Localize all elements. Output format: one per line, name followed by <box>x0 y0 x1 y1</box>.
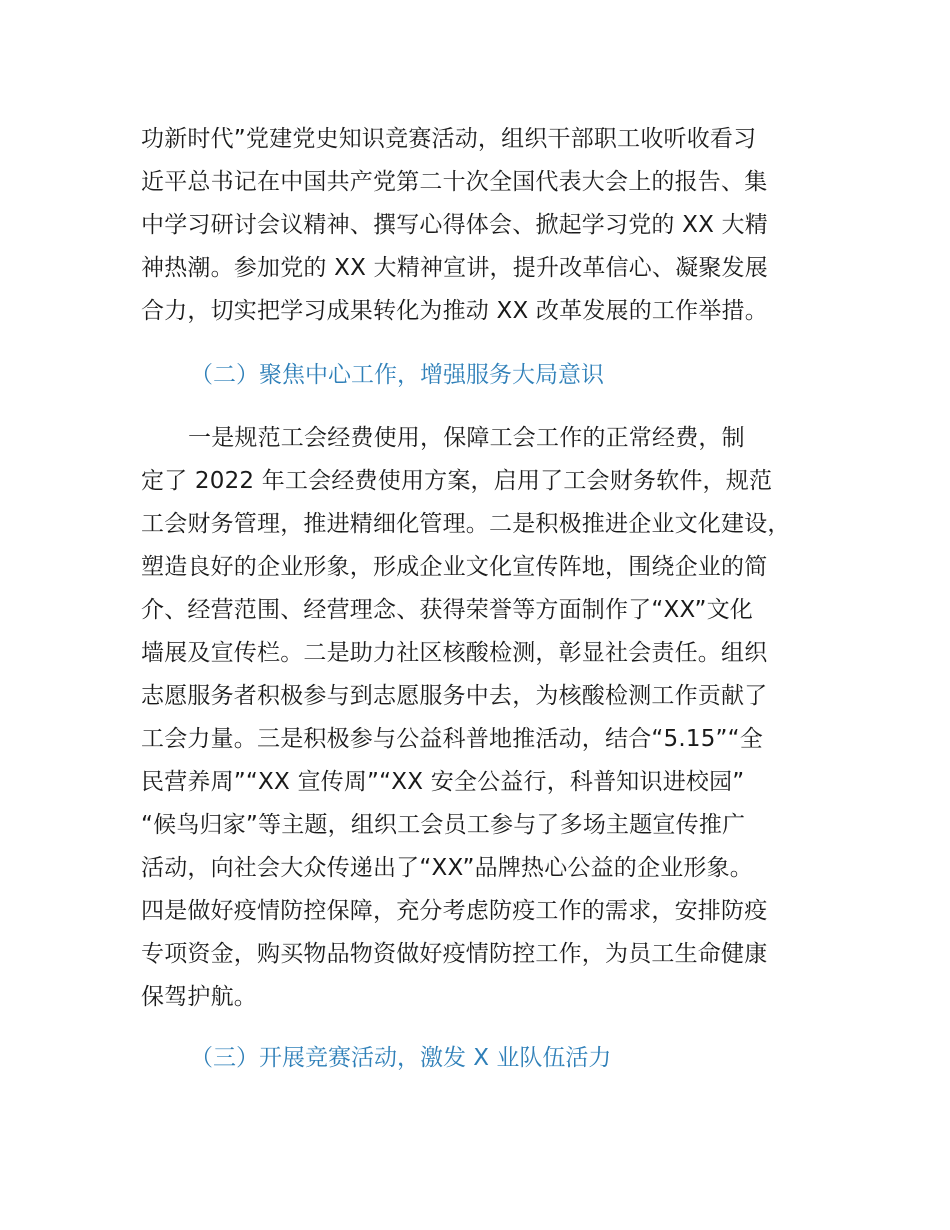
paragraph-1 <box>141 118 841 333</box>
paragraph-line: 活动，向社会大众传递出了“XX”品牌热心公益的企业形象。 <box>141 855 754 881</box>
paragraph-line: 四是做好疫情防控保障，充分考虑防疫工作的需求，安排防疫 <box>141 898 768 924</box>
paragraph-line: 近平总书记在中国共产党第二十次全国代表大会上的报告、集 <box>141 169 768 195</box>
paragraph-line: 保驾护航。 <box>141 984 257 1010</box>
paragraph-2 <box>141 417 841 1019</box>
paragraph-line: 功新时代”党建党史知识竞赛活动，组织干部职工收听收看习 <box>141 126 757 152</box>
paragraph-line: 中学习研讨会议精神、撰写心得体会、掀起学习党的 XX 大精 <box>141 212 768 238</box>
paragraph-line: “候鸟归家”等主题，组织工会员工参与了多场主题宣传推广 <box>141 812 746 838</box>
paragraph-line: 合力，切实把学习成果转化为推动 XX 改革发展的工作举措。 <box>141 298 768 324</box>
section-heading-3: （三）开展竞赛活动，激发 X 业队伍活力 <box>190 1045 612 1071</box>
paragraph-line: 墙展及宣传栏。二是助力社区核酸检测，彰显社会责任。组织 <box>141 640 768 666</box>
paragraph-line: 民营养周”“XX 宣传周”“XX 安全公益行，科普知识进校园” <box>141 769 745 795</box>
paragraph-line: 工会力量。三是积极参与公益科普地推活动，结合“5.15”“全 <box>141 726 763 752</box>
paragraph-line: 定了 2022 年工会经费使用方案，启用了工会财务软件，规范 <box>141 468 773 494</box>
paragraph-line: 工会财务管理，推进精细化管理。二是积极推进企业文化建设， <box>141 511 791 537</box>
paragraph-line: 塑造良好的企业形象，形成企业文化宣传阵地，围绕企业的简 <box>141 554 768 580</box>
section-heading-2: （二）聚焦中心工作，增强服务大局意识 <box>190 362 604 388</box>
paragraph-line: 介、经营范围、经营理念、获得荣誉等方面制作了“XX”文化 <box>141 597 754 623</box>
paragraph-line: 志愿服务者积极参与到志愿服务中去，为核酸检测工作贡献了 <box>141 683 768 709</box>
paragraph-line: 一是规范工会经费使用，保障工会工作的正常经费，制 <box>188 425 745 451</box>
paragraph-line: 神热潮。参加党的 XX 大精神宣讲，提升改革信心、凝聚发展 <box>141 255 768 281</box>
paragraph-line: 专项资金，购买物品物资做好疫情防控工作，为员工生命健康 <box>141 941 768 967</box>
